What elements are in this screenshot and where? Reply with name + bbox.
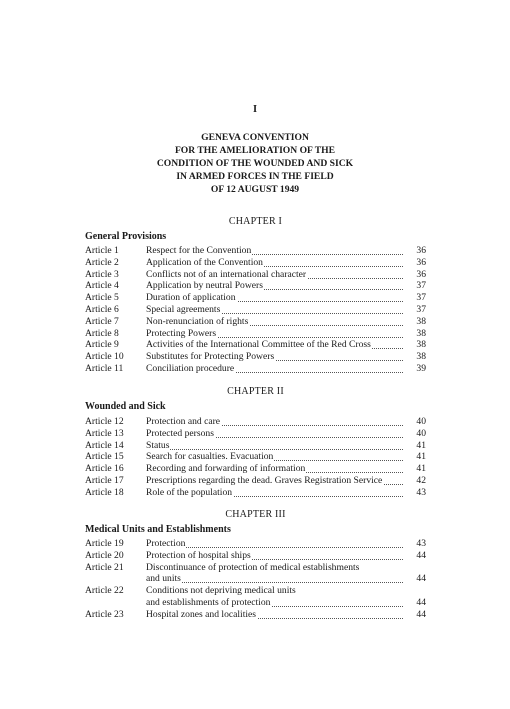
article-number: Article 17 (85, 475, 124, 486)
article-number: Article 23 (85, 608, 124, 620)
article-number: Article 11 (85, 363, 124, 374)
article-number: Article 2 (85, 256, 119, 268)
article-number: Article 19 (85, 538, 124, 549)
page-number: 44 (416, 573, 426, 585)
entry-title (146, 416, 403, 428)
entry-title (146, 475, 403, 487)
page-number: 38 (416, 315, 426, 327)
page-number: 37 (416, 280, 426, 292)
entry-title (146, 351, 403, 363)
page-number: 38 (416, 351, 426, 363)
title-line: IN ARMED FORCES IN THE FIELD (176, 171, 334, 182)
entry-title (146, 609, 403, 621)
entry-title-text: Respect for the Convention (146, 245, 252, 256)
article-number: Article 12 (85, 416, 124, 427)
entry-title (146, 487, 403, 499)
page-number: 37 (416, 304, 426, 315)
entry-title-text: Hospital zones and localities (146, 608, 257, 620)
dot-leader (146, 582, 403, 583)
section-heading: Medical Units and Establishments (85, 524, 231, 535)
toc-entry (85, 351, 426, 363)
toc-entry (85, 573, 426, 585)
title-line: GENEVA CONVENTION (201, 132, 309, 143)
toc-entry (85, 562, 426, 574)
entry-title-text: Non-renunciation of rights (146, 315, 249, 327)
page-number: 43 (416, 486, 426, 498)
section-heading: Wounded and Sick (85, 401, 166, 412)
article-number: Article 21 (85, 561, 124, 573)
entry-title (146, 280, 403, 292)
entry-title (146, 428, 403, 440)
toc-entry (85, 585, 426, 597)
page-number: 41 (416, 463, 426, 475)
entry-title-text: Application of the Convention (146, 256, 263, 268)
entry-title (146, 562, 403, 574)
page-number: 42 (416, 475, 426, 486)
article-number: Article 10 (85, 351, 124, 363)
page-number: 44 (416, 549, 426, 561)
page-number: 38 (416, 339, 426, 351)
entry-title-text: Protecting Powers (146, 327, 217, 339)
title-line: FOR THE AMELIORATION OF THE (174, 145, 336, 156)
toc-entry (85, 550, 426, 562)
page-number: 44 (416, 608, 426, 620)
page-number: 43 (416, 538, 426, 549)
article-number: Article 13 (85, 427, 124, 439)
entry-title (146, 550, 403, 562)
article-number: Article 20 (85, 549, 124, 561)
entry-title (146, 585, 403, 597)
toc-entry (85, 538, 426, 550)
article-number: Article 15 (85, 451, 124, 463)
entry-title (146, 538, 403, 550)
entry-title-text: and units (146, 573, 181, 585)
article-number: Article 14 (85, 439, 124, 451)
entry-title (146, 292, 403, 304)
entry-title-text: and establishments of protection (146, 597, 271, 608)
entry-title-text: Conditions not depriving medical units (146, 585, 296, 597)
entry-title (146, 440, 403, 452)
convention-title (0, 131, 510, 196)
toc-entry (85, 416, 426, 428)
page-number: 44 (416, 597, 426, 608)
article-number: Article 1 (85, 245, 119, 256)
page-number: 41 (416, 451, 426, 463)
toc-entry (85, 328, 426, 340)
article-number: Article 9 (85, 339, 119, 351)
article-number: Article 7 (85, 315, 119, 327)
entry-title (146, 316, 403, 328)
article-number: Article 18 (85, 486, 124, 498)
entry-title-text: Protection of hospital ships (146, 549, 251, 561)
toc-entry (85, 304, 426, 316)
toc-entry (85, 609, 426, 621)
entry-title (146, 451, 403, 463)
entry-title-text: Search for casualties. Evacuation (146, 451, 274, 463)
article-number: Article 16 (85, 463, 124, 475)
entry-title-text: Conflicts not of an international character (146, 268, 307, 280)
article-number: Article 8 (85, 327, 119, 339)
entry-title-text: Protection (146, 538, 186, 549)
entry-title (146, 269, 403, 281)
title-line: CONDITION OF THE WOUNDED AND SICK (156, 158, 354, 169)
toc-entry (85, 597, 426, 609)
entry-title-text: Duration of application (146, 292, 236, 304)
toc-entry (85, 280, 426, 292)
toc-entry (85, 363, 426, 375)
page-number: 36 (416, 256, 426, 268)
page-number: 40 (416, 427, 426, 439)
title-line: OF 12 AUGUST 1949 (210, 184, 300, 195)
section-heading: General Provisions (85, 231, 167, 242)
entry-title (146, 245, 403, 257)
article-number: Article 22 (85, 585, 124, 597)
entry-title-text: Status (146, 439, 170, 451)
toc-entry (85, 292, 426, 304)
dot-leader (146, 449, 403, 450)
toc-entry (85, 269, 426, 281)
toc-entry (85, 451, 426, 463)
part-number: I (252, 104, 258, 115)
entry-title-text: Application by neutral Powers (146, 280, 263, 292)
entry-title (146, 363, 403, 375)
entry-title (146, 597, 403, 609)
toc-entry (85, 463, 426, 475)
chapter-heading: CHAPTER II (227, 386, 284, 397)
chapter-heading: CHAPTER III (225, 509, 286, 520)
toc-entry (85, 339, 426, 351)
entry-title (146, 328, 403, 340)
entry-title-text: Conciliation procedure (146, 363, 235, 374)
entry-title-text: Protected persons (146, 427, 214, 439)
page-number: 40 (416, 416, 426, 427)
toc-entry (85, 245, 426, 257)
page-number: 36 (416, 268, 426, 280)
entry-title-text: Role of the population (146, 486, 233, 498)
entry-title-text: Prescriptions regarding the dead. Graves Registration Service (146, 475, 383, 486)
chapter-heading: CHAPTER I (228, 216, 283, 227)
toc-entry (85, 475, 426, 487)
entry-title-text: Recording and forwarding of information (146, 463, 306, 475)
entry-title-text: Special agreements (146, 304, 221, 315)
page-number: 37 (416, 292, 426, 304)
entry-title-text: Substitutes for Protecting Powers (146, 351, 275, 363)
toc-entry (85, 487, 426, 499)
toc-entry (85, 440, 426, 452)
article-number: Article 5 (85, 292, 119, 304)
entry-title (146, 339, 403, 351)
page-number: 38 (416, 327, 426, 339)
toc-entry (85, 428, 426, 440)
article-number: Article 4 (85, 280, 119, 292)
page-number: 39 (416, 363, 426, 374)
entry-title-text: Protection and care (146, 416, 221, 427)
toc-entry (85, 257, 426, 269)
article-number: Article 3 (85, 268, 119, 280)
page-number: 41 (416, 439, 426, 451)
entry-title (146, 257, 403, 269)
entry-title-text: Activities of the International Committee of the Red Cross (146, 339, 371, 351)
entry-title (146, 463, 403, 475)
entry-title (146, 573, 403, 585)
page-number: 36 (416, 245, 426, 256)
entry-title (146, 304, 403, 316)
article-number: Article 6 (85, 304, 119, 315)
toc-entry (85, 316, 426, 328)
entry-title-text: Discontinuance of protection of medical establishments (146, 561, 360, 573)
